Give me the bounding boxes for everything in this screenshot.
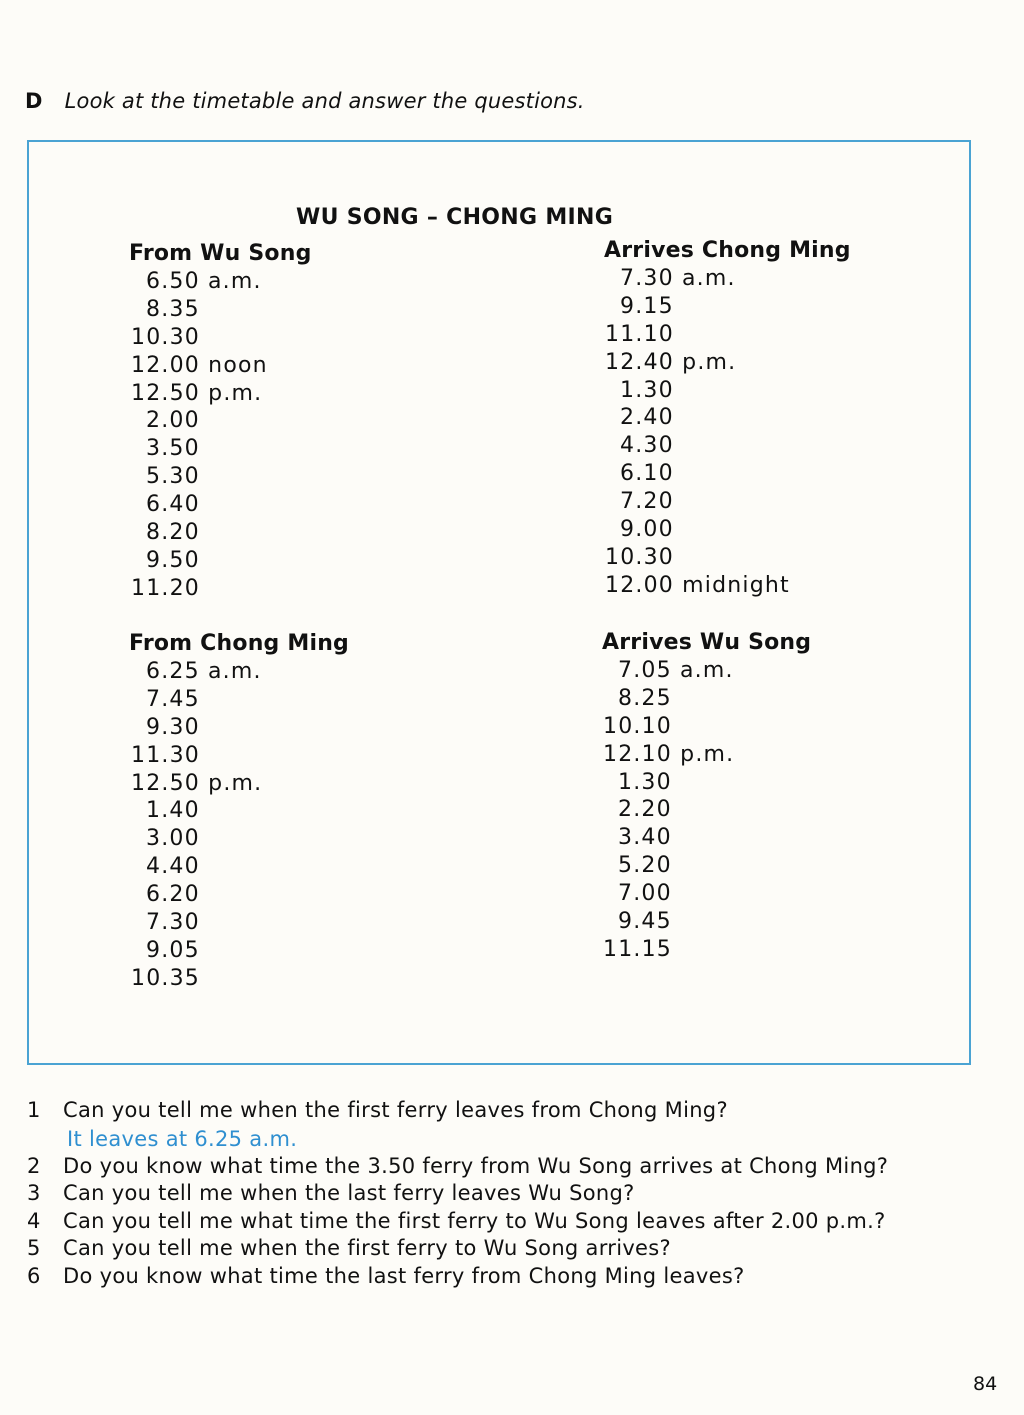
question-number: 5 — [27, 1236, 41, 1261]
departure-time: 8.35 — [146, 296, 200, 322]
departure-time: 6.50 a.m. — [146, 269, 262, 294]
arrival-time: 8.25 — [618, 685, 672, 711]
arrival-time: 5.20 — [618, 853, 672, 879]
departure-time: 7.45 — [146, 686, 200, 712]
arrival-time: 3.40 — [618, 825, 672, 851]
arrival-time: 9.00 — [620, 517, 674, 543]
arrival-time: 2.40 — [620, 405, 674, 431]
departure-time: 8.20 — [146, 520, 200, 546]
arrives-chong-ming-heading: Arrives Chong Ming — [604, 238, 851, 263]
exercise-letter: D — [25, 89, 43, 113]
departure-time: 7.30 — [146, 910, 200, 936]
arrival-time: 12.10 p.m. — [603, 741, 735, 767]
questions-list — [24, 1097, 1004, 1291]
question-text: Can you tell me what time the first ferry to Wu Song leaves after 2.00 p.m.? — [63, 1208, 886, 1233]
arrival-time: 9.15 — [620, 293, 674, 319]
page-number: 84 — [973, 1373, 998, 1395]
arrival-time: 1.30 — [618, 769, 672, 795]
departure-time: 12.50 p.m. — [131, 380, 263, 406]
question-number: 2 — [27, 1153, 41, 1178]
arrival-time: 12.40 p.m. — [605, 349, 737, 375]
from-chong-ming-heading: From Chong Ming — [129, 631, 350, 656]
departure-time: 10.35 — [131, 965, 200, 991]
departure-time: 3.00 — [146, 826, 200, 852]
arrival-time: 10.10 — [603, 713, 672, 739]
departure-time: 3.50 — [146, 436, 200, 462]
question-text: Can you tell me when the first ferry leaves from Chong Ming? — [63, 1098, 728, 1122]
timetable-title: WU SONG – CHONG MING — [296, 205, 614, 230]
arrival-time: 11.10 — [605, 321, 674, 347]
question-item — [24, 1208, 1004, 1236]
departure-time: 12.00 noon — [131, 352, 268, 378]
question-number: 4 — [27, 1208, 41, 1233]
chong-ming-arrivals-list — [605, 265, 790, 600]
arrival-time: 12.00 midnight — [605, 572, 790, 598]
question-text: Can you tell me when the last ferry leaves Wu Song? — [63, 1181, 635, 1206]
wu-song-arrivals-list — [603, 657, 734, 964]
question-text: Do you know what time the 3.50 ferry from Wu Song arrives at Chong Ming? — [63, 1153, 889, 1178]
departure-time: 2.00 — [146, 408, 200, 434]
departure-time: 11.20 — [131, 575, 200, 601]
departure-time: 6.40 — [146, 492, 200, 518]
departure-time: 6.20 — [146, 882, 200, 908]
arrival-time: 2.20 — [618, 797, 672, 823]
question-text: Can you tell me when the first ferry to Wu Song arrives? — [63, 1236, 671, 1261]
arrival-time: 7.05 a.m. — [618, 658, 734, 683]
arrival-time: 7.00 — [618, 881, 672, 907]
question-item — [24, 1153, 1004, 1181]
arrival-time: 4.30 — [620, 433, 674, 459]
example-answer: It leaves at 6.25 a.m. — [67, 1126, 298, 1151]
arrives-wu-song-heading: Arrives Wu Song — [602, 630, 812, 655]
departure-time: 1.40 — [146, 798, 200, 824]
question-item — [24, 1235, 1004, 1263]
question-number: 1 — [27, 1098, 41, 1122]
chong-ming-departures-list — [131, 658, 262, 993]
wu-song-departures-list — [131, 268, 268, 603]
question-item — [24, 1180, 1004, 1208]
departure-time: 11.30 — [131, 742, 200, 768]
departure-time: 9.05 — [146, 937, 200, 963]
exercise-instruction: Look at the timetable and answer the questions. — [64, 89, 585, 113]
departure-time: 4.40 — [146, 854, 200, 880]
departure-time: 6.25 a.m. — [146, 659, 262, 684]
from-wu-song-heading: From Wu Song — [129, 241, 312, 266]
arrival-time: 10.30 — [605, 544, 674, 570]
arrival-time: 7.20 — [620, 489, 674, 515]
departure-time: 9.30 — [146, 714, 200, 740]
question-item — [24, 1097, 1004, 1125]
arrival-time: 6.10 — [620, 461, 674, 487]
departure-time: 12.50 p.m. — [131, 770, 263, 796]
arrival-time: 7.30 a.m. — [620, 266, 736, 291]
departure-time: 5.30 — [146, 464, 200, 490]
question-text: Do you know what time the last ferry from Chong Ming leaves? — [63, 1263, 745, 1288]
departure-time: 10.30 — [131, 324, 200, 350]
exercise-heading — [25, 89, 585, 113]
question-number: 3 — [27, 1181, 41, 1206]
question-item — [24, 1263, 1004, 1291]
arrival-time: 9.45 — [618, 909, 672, 935]
question-number: 6 — [27, 1263, 41, 1288]
departure-time: 9.50 — [146, 547, 200, 573]
arrival-time: 1.30 — [620, 377, 674, 403]
arrival-time: 11.15 — [603, 936, 672, 962]
